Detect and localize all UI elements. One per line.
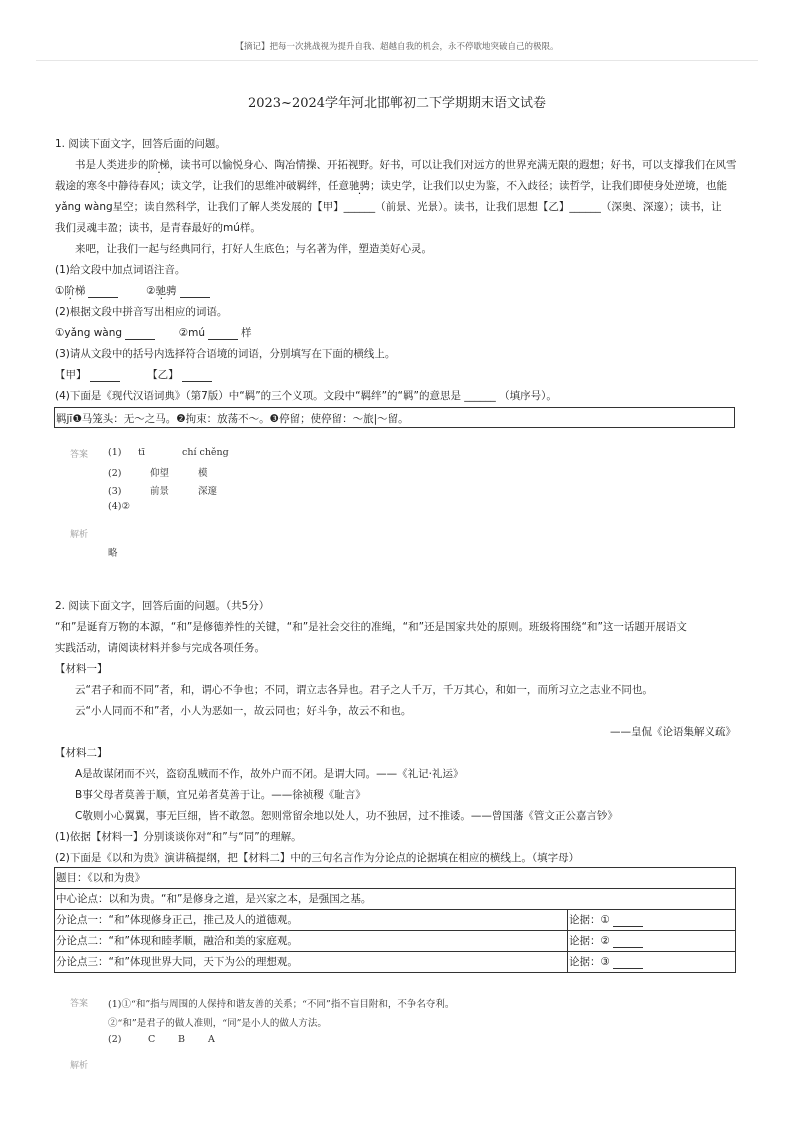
q1-paragraph-line-5: 来吧，让我们一起与经典同行，打好人生底色；与名著为伴，塑造美好心灵。 xyxy=(75,243,432,255)
evidence-cell-2: 论据：② xyxy=(568,931,736,952)
dotted-word-chicheng: 驰骋 xyxy=(349,180,370,192)
table-row xyxy=(55,910,736,931)
blank-line[interactable] xyxy=(613,957,643,969)
q1-sub3: (3)请从文段中的括号内选择符合语境的词语，分别填写在下面的横线上。 xyxy=(55,348,396,360)
header-divider xyxy=(36,60,758,61)
q2-stem: 2. 阅读下面文字，回答后面的问题。（共5分） xyxy=(55,600,270,612)
answer-line: (4)② xyxy=(108,501,130,512)
answer-label: 答案 xyxy=(70,450,89,460)
blank-line[interactable] xyxy=(125,328,155,340)
q1-paragraph-line-2: 载途的寒冬中静待春风；读文学，让我们的思维冲破羁绊，任意驰骋；读史学，让我们以史为鉴，不入歧径；读哲学，让我们即使身处逆境，也能 xyxy=(55,180,727,192)
speech-outline-table xyxy=(54,867,736,973)
answer-line: (2) 仰望 模 xyxy=(108,468,208,479)
q1-sub1: (1)给文段中加点词语注音。 xyxy=(55,264,186,276)
q2-sub1: (1)依据【材料一】分别谈谈你对“和”与“同”的理解。 xyxy=(55,831,302,843)
material-one-source: ——皇侃《论语集解义疏》 xyxy=(610,726,736,738)
q1-sub4: (4)下面是《现代汉语词典》（第7版）中“羁”的三个义项。文段中“羁绊”的“羁”的意思是 ______ （填序号）。 xyxy=(55,390,557,402)
dictionary-box xyxy=(54,407,735,428)
sub-point-1: 分论点一：“和”体现修身正己，推己及人的道德观。 xyxy=(55,910,568,931)
q1-paragraph-line-3: yǎng wàng星空；读自然科学，让我们了解人类发展的【甲】______（前景、光景）。读书，让我们思想【乙】______（深奥、深邃）；读书，让 xyxy=(55,201,722,213)
sub-point-3: 分论点三：“和”体现世界大同，天下为公的理想观。 xyxy=(55,952,568,973)
material-two-quote-b: B事父母者莫善于顺，宜兄弟者莫善于让。——徐祯稷《耻言》 xyxy=(75,789,366,801)
q2-sub2: (2)下面是《以和为贵》演讲稿提纲，把【材料二】中的三句名言作为分论点的论据填在相应的横线上。（填字母） xyxy=(55,852,580,864)
blank-line[interactable] xyxy=(182,370,212,382)
blank-line[interactable] xyxy=(88,286,118,298)
evidence-cell-3: 论据：③ xyxy=(568,952,736,973)
header-motto: 【摘记】把每一次挑战视为提升自我、超越自我的机会，永不停歇地突破自己的极限。 xyxy=(235,42,559,52)
blank-line[interactable] xyxy=(208,328,238,340)
analysis-text: 略 xyxy=(108,548,118,559)
q1-stem: 1. 阅读下面文字，回答后面的问题。 xyxy=(55,138,226,150)
answer-line: (1)①“和”指与周围的人保持和谐友善的关系；“不同”指不盲目附和，不争名夺利。 xyxy=(108,999,455,1010)
analysis-label: 解析 xyxy=(70,1061,89,1071)
table-row xyxy=(55,868,736,889)
material-two-quote-a: A是故谋闭而不兴，盗窃乱贼而不作，故外户而不闭。是谓大同。——《礼记·礼运》 xyxy=(75,768,464,780)
blank-line[interactable] xyxy=(613,936,643,948)
table-row xyxy=(55,931,736,952)
material-two-title: 【材料二】 xyxy=(55,747,108,759)
dotted-word-jieti: 阶梯 xyxy=(148,159,170,171)
q1-sub3-blanks: 【甲】 【乙】 xyxy=(55,368,215,382)
page-title: 2023~2024学年河北邯郸初二下学期期末语文试卷 xyxy=(247,96,547,111)
answer-label: 答案 xyxy=(70,999,89,1009)
material-one-line-2: 云“小人同而不和”者，小人为恶如一，故云同也；好斗争，故云不和也。 xyxy=(75,705,412,717)
table-row xyxy=(55,952,736,973)
q1-sub2: (2)根据文段中拼音写出相应的词语。 xyxy=(55,306,228,318)
material-one-title: 【材料一】 xyxy=(55,663,108,675)
answer-line: ②“和”是君子的做人准则，“同”是小人的做人方法。 xyxy=(108,1018,327,1029)
blank-line[interactable] xyxy=(613,915,643,927)
material-two-quote-c: C敬则小心翼翼，事无巨细，皆不敢忽。恕则常留余地以处人，功不独居，过不推诿。——曾国藩《管文正公嘉言钞》 xyxy=(75,810,618,822)
answer-line: (1) tī chí chěng xyxy=(108,447,229,458)
q1-sub2-blanks: ①yǎng wàng ②mú 样 xyxy=(55,327,252,339)
sub-point-2: 分论点二：“和”体现和睦孝顺，融洽和美的家庭观。 xyxy=(55,931,568,952)
q1-sub1-blanks: ①阶梯 · ②驰骋 · xyxy=(55,284,213,298)
q2-intro-line-2: 实践活动，请阅读材料并参与完成各项任务。 xyxy=(55,642,265,654)
material-one-line-1: 云“君子和而不同”者，和，谓心不争也；不同，谓立志各异也。君子之人千万，千万其心，和如一，而所习立之志业不同也。 xyxy=(75,684,653,696)
q1-paragraph-line-1: 书是人类进步的阶梯，读书可以愉悦身心、陶冶情操、开拓视野。好书，可以让我们对远方的世界充满无限的遐想；好书，可以支撑我们在风雪 xyxy=(75,159,737,171)
answer-line: (3) 前景 深邃 xyxy=(108,486,218,497)
answer-line: (2) C B A xyxy=(108,1034,215,1045)
q1-paragraph-line-4: 我们灵魂丰盈；读书，是青春最好的mú样。 xyxy=(55,222,261,234)
blank-line[interactable] xyxy=(90,370,120,382)
table-row xyxy=(55,889,736,910)
outline-topic: 题目：《以和为贵》 xyxy=(55,868,736,889)
dictionary-entry: 羁jī❶马笼头：无～之马。❷拘束：放荡不～。❸停留；使停留：～旅|～留。 xyxy=(56,413,409,425)
evidence-cell-1: 论据：① xyxy=(568,910,736,931)
outline-center-point: 中心论点：以和为贵。“和”是修身之道，是兴家之本，是强国之基。 xyxy=(55,889,736,910)
blank-line[interactable] xyxy=(180,286,210,298)
q2-intro-line-1: “和”是诞育万物的本源，“和”是修德养性的关键，“和”是社会交往的准绳，“和”还是国家共处的原则。班级将围绕“和”这一话题开展语文 xyxy=(55,621,687,633)
analysis-label: 解析 xyxy=(70,530,89,540)
